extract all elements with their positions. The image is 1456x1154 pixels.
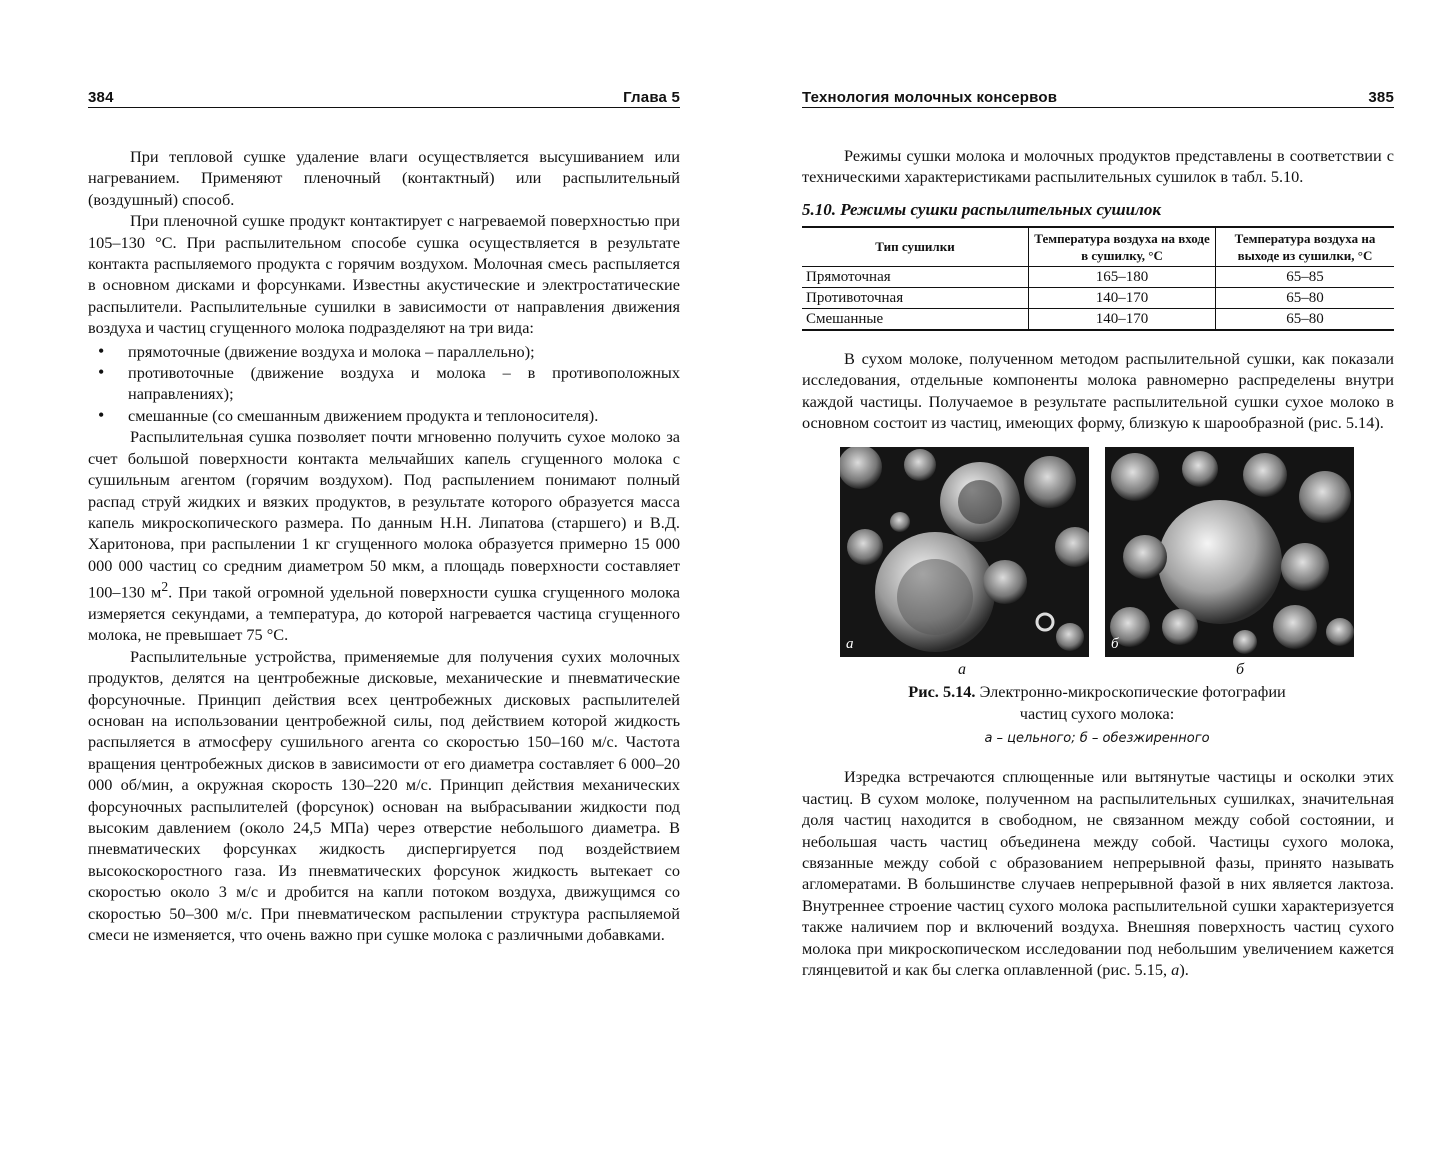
paragraph-agglomerates-italic: а bbox=[1171, 960, 1180, 980]
table-header-row bbox=[802, 227, 1394, 267]
figure-caption-line1: Электронно-микроскопические фотографии bbox=[975, 682, 1286, 702]
table-row bbox=[802, 308, 1394, 330]
figure-subcaption: а – цельного; б – обезжиренного bbox=[984, 731, 1210, 747]
figure-caption bbox=[840, 681, 1354, 725]
paragraph-spray-text-b: . При такой огромной удельной поверхности сушка сгущенного молока измеряется секундами, а температура, до которой нагревается частица сгущенного молока, не превышает 75 °С. bbox=[88, 582, 681, 645]
table-cell: Противоточная bbox=[802, 287, 1029, 308]
column-header: Температура воздуха на входе в сушилку, °С bbox=[1029, 227, 1216, 267]
paragraph-drying-modes-intro: Режимы сушки молока и молочных продуктов представлены в соответствии с техническими характеристиками распылительных сушилок в табл. 5.10. bbox=[802, 146, 1394, 187]
table-cell: 165–180 bbox=[1029, 266, 1216, 287]
micrograph-whole-milk-image bbox=[840, 447, 1089, 657]
paragraph-agglomerates-text-b: ). bbox=[1179, 960, 1189, 980]
chapter-title: Глава 5 bbox=[623, 89, 680, 106]
micrograph-skim-milk bbox=[1105, 447, 1354, 657]
page-number-left: 384 bbox=[88, 89, 114, 106]
section-title: Технология молочных консервов bbox=[802, 89, 1058, 106]
left-page bbox=[88, 86, 680, 945]
right-page bbox=[802, 86, 1394, 981]
paragraph-particle-shape: В сухом молоке, полученном методом распылительной сушки, как показали исследования, отдельные компоненты молока равномерно распределены внутри каждой частицы. Получаемое в результате распылительной сушки сухое молоко в основном состоит из частиц, имеющих форму, близкую к шарообразной (рис. 5.14). bbox=[802, 348, 1394, 433]
list-item: • противоточные (движение воздуха и молока – в противоположных направлениях); bbox=[88, 362, 680, 405]
left-body bbox=[88, 146, 680, 945]
table-cell: Смешанные bbox=[802, 308, 1029, 330]
superscript-2: 2 bbox=[161, 579, 169, 595]
table-cell: 65–80 bbox=[1286, 310, 1324, 327]
table-row bbox=[802, 266, 1394, 287]
panel-label-b: б bbox=[1235, 661, 1244, 679]
left-running-head bbox=[88, 86, 680, 108]
table-cell: 65–85 bbox=[1216, 266, 1395, 287]
drying-modes-table bbox=[802, 226, 1394, 331]
list-item: • прямоточные (движение воздуха и молока – параллельно); bbox=[88, 341, 680, 362]
paragraph-spray-devices: Распылительные устройства, применяемые для получения сухих молочных продуктов, делятся на центробежные дисковые, механические и пневматические форсуночные. Принцип действия всех центробежных дисковых распылителей основан на использовании центробежной силы, под действием которой жидкость распыляется в атмосферу сушильного агента со скоростью 150–160 м/с. Частота вращения центробежных дисков в зависимости от его диаметра составляет 6 000–20 000 об/мин, а окружная скорость 130–220 м/с. Принцип действия механических форсуночных распылителей (форсунок) основан на выбрасывании жидкости под высоким давлением (около 24,5 МПа) через отверстие небольшого диаметра. В пневматических форсунках жидкость диспергируется под воздействием высокоскоростного газа. Из пневматических форсунок жидкость вытекает со скоростью около 3 м/с и дробится на капли потоком воздуха, движущимся со скоростью 50–300 м/с. При пневматическом распылении структура распыляемой смеси не изменяется, что очень важно при сушке молока с различными добавками. bbox=[88, 646, 680, 945]
paragraph-thermal-drying: При тепловой сушке удаление влаги осуществляется высушиванием или нагреванием. Применяют пленочный (контактный) или распылительный (воздушный) способ. bbox=[88, 147, 680, 209]
page-number-right: 385 bbox=[1368, 89, 1394, 106]
list-item: • смешанные (со смешанным движением продукта и теплоносителя). bbox=[88, 405, 680, 426]
paragraph-agglomerates-text-a: Изредка встречаются сплющенные или вытянутые частицы и осколки этих частиц. В сухом молоке, полученном на распылительных сушилках, значительная доля частиц находится в свободном, не связанном между собой состоянии, и небольшая часть частиц объединена между собой. Частицы сухого молока, связанные между собой с образованием непрерывной фазы, принято называть агломератами. В большинстве случаев непрерывной фазой в них является лактоза. Внутреннее строение частиц сухого молока распылительной сушки характеризуется также наличием пор и включений воздуха. Внешняя поверхность частиц сухого молока при микроскопическом исследовании под небольшим увеличением кажется глянцевитой и как бы слегка оплавленной (рис. 5.15, bbox=[802, 767, 1394, 980]
column-header: Тип сушилки bbox=[802, 227, 1029, 267]
column-header: Температура воздуха на выходе из сушилки, °С bbox=[1216, 227, 1395, 267]
figure-5-14 bbox=[840, 447, 1354, 746]
figure-number: Рис. 5.14. bbox=[908, 682, 976, 702]
table-cell: Прямоточная bbox=[802, 266, 1029, 287]
table-cell: 65–80 bbox=[1216, 287, 1395, 308]
table-caption: 5.10. Режимы сушки распылительных сушилок bbox=[802, 199, 1161, 219]
micrograph-whole-milk bbox=[840, 447, 1089, 657]
micrograph-skim-milk-image bbox=[1105, 447, 1354, 657]
paragraph-spray-drying bbox=[88, 426, 680, 645]
paragraph-film-drying: При пленочной сушке продукт контактирует с нагреваемой поверхностью при 105–130 °С. При распылительном способе сушка осуществляется в результате контакта распыляемого продукта с горячим воздухом. Молочная смесь распыляется в основном дисками и форсунками. Известны акустические и электростатические распылители. Распылительные сушилки в зависимости от направления движения воздуха и частиц сгущенного молока подразделяют на три вида: bbox=[88, 211, 680, 338]
figure-panel-labels bbox=[840, 661, 1354, 679]
panel-label-a: а bbox=[958, 661, 966, 679]
paragraph-agglomerates bbox=[802, 766, 1394, 980]
right-body bbox=[802, 145, 1394, 981]
dryer-types-list bbox=[88, 341, 680, 427]
photo-letter-b: б bbox=[1111, 636, 1119, 653]
right-running-head bbox=[802, 86, 1394, 108]
figure-photos bbox=[840, 447, 1354, 657]
table-cell: 140–170 bbox=[1029, 308, 1216, 330]
figure-caption-line2: частиц сухого молока: bbox=[1019, 704, 1175, 724]
paragraph-spray-text-a: Распылительная сушка позволяет почти мгновенно получить сухое молоко за счет большой поверхности контакта мельчайших капель сгущенного молока с сушильным агентом (горячим воздухом). Под распылением понимают полный распад струй жидких и вязких продуктов, в результате которого образуется масса капель микроскопического размера. По данным Н.Н. Липатова (старшего) и В.Д. Харитонова, при распылении 1 кг сгущенного молока образуется примерно 15 000 000 000 частиц со средним диаметром 50 мкм, а площадь поверхности составляет 100–130 м bbox=[88, 427, 680, 602]
table-row bbox=[802, 287, 1394, 308]
table-cell: 140–170 bbox=[1029, 287, 1216, 308]
photo-letter-a: а bbox=[846, 636, 854, 653]
